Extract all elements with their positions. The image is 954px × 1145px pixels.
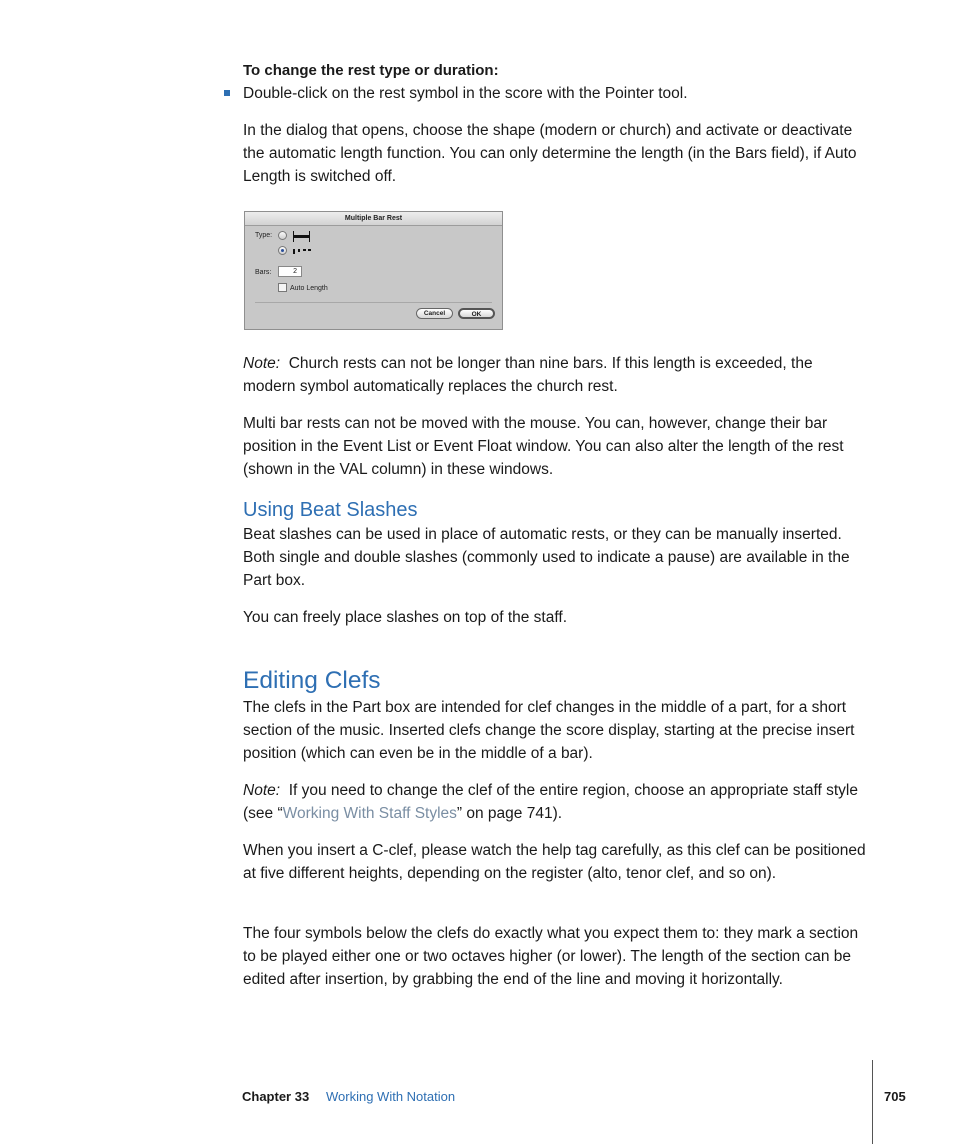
- bullet-text: Double-click on the rest symbol in the score with the Pointer tool.: [243, 85, 688, 102]
- staff-styles-link[interactable]: Working With Staff Styles: [282, 805, 457, 822]
- type-label: Type:: [255, 232, 273, 239]
- multiple-bar-rest-dialog: [244, 211, 503, 330]
- type-modern-radio[interactable]: [278, 231, 287, 240]
- task-title: To change the rest type or duration:: [243, 62, 499, 79]
- footer-chapter-title[interactable]: Working With Notation: [326, 1089, 456, 1104]
- bars-label: Bars:: [255, 269, 272, 276]
- dialog-divider: [255, 302, 492, 303]
- auto-length-checkbox[interactable]: [278, 283, 287, 292]
- multibar-paragraph: Multi bar rests can not be moved with the mouse. You can, however, change their bar position in the Event List or Event Float window. You can also alter the length of the rest (shown in the VAL column) in these windows.: [243, 415, 844, 478]
- note-label: Note:: [243, 782, 281, 799]
- beat-slashes-paragraph-1: Beat slashes can be used in place of automatic rests, or they can be manually inserted. Both single and double slashes (commonly used to indicate a pause) are available in the Part box.: [243, 526, 850, 589]
- bars-field[interactable]: 2: [278, 266, 302, 277]
- footer-chapter: Chapter 33: [242, 1089, 310, 1104]
- dialog-title: Multiple Bar Rest: [245, 212, 502, 226]
- dialog-intro-paragraph: In the dialog that opens, choose the shape (modern or church) and activate or deactivate the automatic length function. You can only determine the length (in the Bars field), if Auto Length is switched off.: [243, 122, 857, 185]
- beat-slashes-paragraph-2: You can freely place slashes on top of the staff.: [243, 609, 567, 626]
- bullet-item: [243, 82, 868, 105]
- ok-button[interactable]: OK: [458, 308, 495, 319]
- page-number: 705: [884, 1089, 906, 1104]
- section-heading-beat-slashes: Using Beat Slashes: [243, 499, 418, 521]
- note-label: Note:: [243, 355, 281, 372]
- clefs-paragraph-3: The four symbols below the clefs do exactly what you expect them to: they mark a section to be played either one or two octaves higher (or lower). The length of the section can be edited after insertion, by grabbing the end of the line and moving it horizontally.: [243, 925, 859, 988]
- square-bullet-icon: [224, 90, 230, 96]
- note-text-pre: If you need to change the clef of the entire region, choose an appropriate staff style (see “: [243, 782, 858, 822]
- auto-length-label: Auto Length: [290, 285, 328, 292]
- clefs-paragraph-2: When you insert a C-clef, please watch the help tag carefully, as this clef can be positioned at five different heights, depending on the register (alto, tenor clef, and so on).: [243, 842, 866, 882]
- section-heading-editing-clefs: Editing Clefs: [243, 667, 381, 694]
- clefs-paragraph-1: The clefs in the Part box are intended for clef changes in the middle of a part, for a short section of the music. Inserted clefs change the score display, starting at the precise insert position (which can even be in the middle of a bar).: [243, 699, 855, 762]
- footer-divider: [872, 1060, 873, 1144]
- note-text-post: ” on page 741).: [456, 805, 563, 822]
- cancel-button[interactable]: Cancel: [416, 308, 453, 319]
- note-paragraph: [243, 352, 868, 398]
- clefs-note-paragraph: [243, 779, 868, 825]
- type-church-radio[interactable]: [278, 246, 287, 255]
- note-text: Church rests can not be longer than nine bars. If this length is exceeded, the modern symbol automatically replaces the church rest.: [243, 355, 813, 395]
